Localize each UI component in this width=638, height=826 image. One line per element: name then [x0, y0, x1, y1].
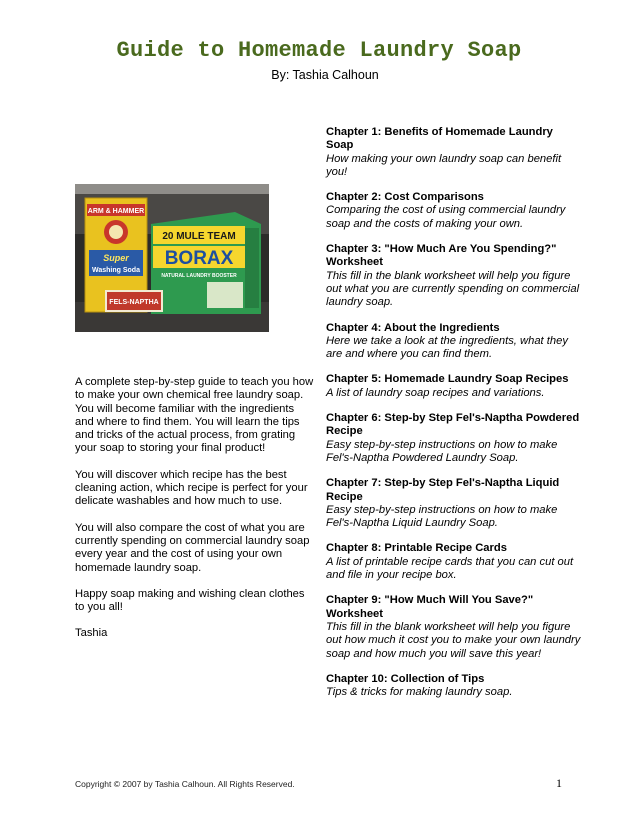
chapter-4: [326, 322, 582, 362]
chapter-1: [326, 126, 582, 179]
copyright-footer: Copyright © 2007 by Tashia Calhoun. All Rights Reserved.: [75, 779, 295, 789]
washing-soda-super: Super: [103, 253, 129, 263]
chapter-description: Easy step-by-step instructions on how to make Fel's-Naptha Liquid Laundry Soap.: [326, 503, 558, 530]
byline: By: Tashia Calhoun: [271, 68, 379, 82]
product-photo-drawing: [75, 184, 269, 332]
borax-brand: 20 MULE TEAM: [162, 231, 236, 242]
chapter-description: A list of laundry soap recipes and variations.: [326, 386, 545, 399]
fels-naptha-bar: [105, 290, 163, 312]
chapter-9: [326, 594, 582, 660]
borax-box: [151, 212, 261, 314]
chapter-title: Chapter 10: Collection of Tips: [326, 672, 485, 685]
chapter-description: Here we take a look at the ingredients, what they are and where you can find them.: [326, 334, 568, 361]
document-title: Guide to Homemade Laundry Soap: [116, 38, 522, 63]
chapter-6: [326, 412, 582, 465]
chapter-2: [326, 191, 582, 231]
fels-naptha-label: FELS-NAPTHA: [109, 299, 159, 306]
page-number: 1: [556, 776, 562, 790]
borax-name: BORAX: [164, 248, 234, 269]
intro-text: [75, 376, 315, 654]
chapter-10: [326, 673, 582, 700]
chapter-title: Chapter 3: "How Much Are You Spending?" Worksheet: [326, 243, 557, 269]
chapter-title: Chapter 6: Step-by Step Fel's-Naptha Powdered Recipe: [326, 412, 580, 438]
intro-paragraph-3: You will also compare the cost of what you are currently spending on commercial laundry soap every year and the cost of using your own homemade laundry soap.: [75, 521, 310, 574]
chapter-title: Chapter 9: "How Much Will You Save?" Worksheet: [326, 594, 534, 620]
chapter-description: Easy step-by-step instructions on how to make Fel's-Naptha Powdered Laundry Soap.: [326, 438, 558, 464]
chapter-title: Chapter 8: Printable Recipe Cards: [326, 542, 507, 555]
chapter-8: [326, 542, 582, 582]
chapter-title: Chapter 4: About the Ingredients: [326, 321, 500, 334]
washing-soda-name: Washing Soda: [92, 267, 140, 274]
chapter-description: This fill in the blank worksheet will help you figure out what you are currently spending on commercial laundry soap.: [326, 269, 580, 309]
washing-soda-brand: ARM & HAMMER: [87, 208, 145, 215]
chapter-list: [326, 126, 582, 711]
chapter-description: This fill in the blank worksheet will help you figure out how much it cost you to make your own laundry soap and how much you will save this year!: [326, 620, 581, 660]
chapter-description: Comparing the cost of using commercial laundry soap and the costs of making your own.: [326, 204, 566, 230]
intro-signature: Tashia: [75, 627, 108, 640]
product-photo: [75, 184, 269, 332]
chapter-description: Tips & tricks for making laundry soap.: [326, 686, 513, 699]
intro-paragraph-2: You will discover which recipe has the best cleaning action, which recipe is perfect for your delicate washables and how much to use.: [75, 468, 308, 508]
borax-subtitle: NATURAL LAUNDRY BOOSTER: [161, 273, 237, 279]
chapter-title: Chapter 1: Benefits of Homemade Laundry Soap: [326, 126, 553, 152]
intro-paragraph-1: A complete step-by-step guide to teach you how to make your own chemical free laundry soap. You will become familiar with the ingredients and where to find them. You will learn the tips and tricks of the actual process, from grating your soap to storing your final product!: [75, 376, 314, 455]
chapter-5: [326, 373, 582, 400]
chapter-7: [326, 477, 582, 530]
chapter-3: [326, 243, 582, 309]
chapter-title: Chapter 5: Homemade Laundry Soap Recipes: [326, 373, 569, 386]
chapter-description: A list of printable recipe cards that you can cut out and file in your recipe box.: [326, 555, 574, 582]
chapter-title: Chapter 7: Step-by Step Fel's-Naptha Liquid Recipe: [326, 477, 560, 503]
chapter-title: Chapter 2: Cost Comparisons: [326, 191, 484, 204]
intro-paragraph-4: Happy soap making and wishing clean clothes to you all!: [75, 587, 305, 614]
chapter-description: How making your own laundry soap can benefit you!: [326, 152, 562, 178]
